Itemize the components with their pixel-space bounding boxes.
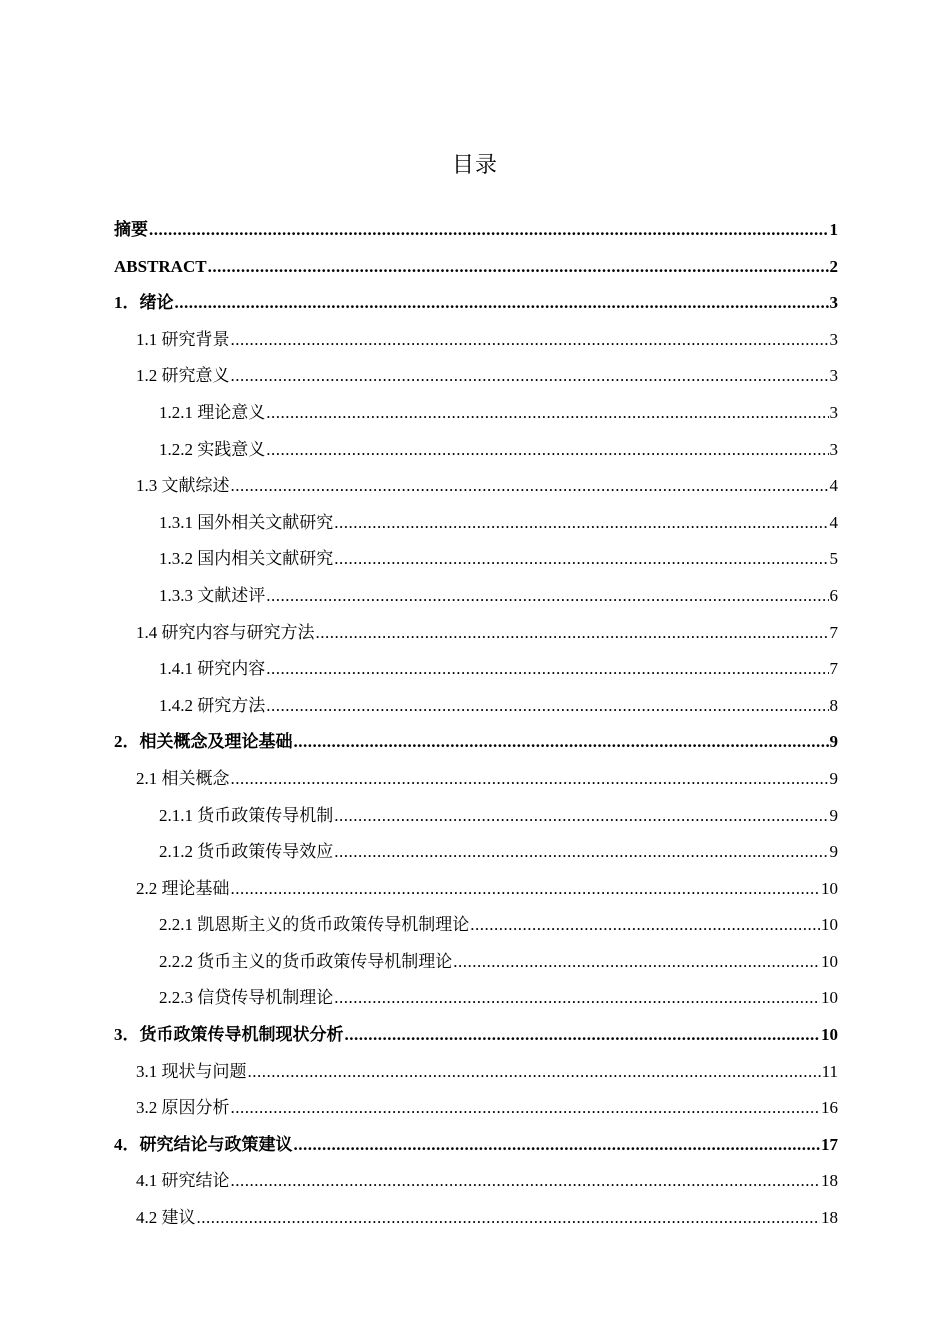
toc-entry[interactable]: [114, 505, 838, 542]
toc-entry[interactable]: [114, 834, 838, 871]
toc-entry-label: 3.2 原因分析: [136, 1098, 230, 1118]
toc-entry[interactable]: [114, 322, 838, 359]
toc-entry[interactable]: [114, 212, 838, 249]
page-title: 目录: [451, 152, 498, 177]
toc-entry-page-number: 9: [829, 732, 838, 752]
toc-entry-page-number: 10: [821, 915, 838, 935]
toc-entry-label: 1.3.3 文献述评: [159, 585, 266, 605]
toc-dot-leader: [334, 541, 828, 578]
toc-dot-leader: [316, 615, 829, 652]
toc-dot-leader: [231, 761, 829, 798]
toc-entry-page-number: 18: [821, 1208, 838, 1228]
toc-entry-page-number: 4: [829, 512, 838, 532]
toc-entry-page-number: 18: [821, 1171, 838, 1191]
toc-entry-label: 摘要: [114, 220, 148, 239]
toc-entry-label: 4．研究结论与政策建议: [114, 1134, 293, 1154]
toc-dot-leader: [231, 322, 829, 359]
toc-dot-leader: [197, 1200, 821, 1237]
toc-dot-leader: [294, 724, 829, 761]
toc-entry-page-number: 10: [821, 878, 838, 898]
toc-entry[interactable]: [114, 285, 838, 322]
toc-entry-label: 4.2 建议: [136, 1208, 196, 1228]
toc-dot-leader: [334, 980, 820, 1017]
toc-dot-leader: [266, 651, 828, 688]
toc-entry[interactable]: [114, 615, 838, 652]
toc-entry-page-number: 3: [829, 366, 838, 386]
toc-dot-leader: [231, 1090, 821, 1127]
toc-entry-label: ABSTRACT: [114, 256, 207, 276]
toc-entry-page-number: 9: [829, 768, 838, 788]
toc-entry-label: 1.2.2 实践意义: [159, 439, 266, 459]
toc-entry-page-number: 16: [821, 1098, 838, 1118]
toc-entry-label: 2.2.1 凯恩斯主义的货币政策传导机制理论: [159, 915, 470, 935]
toc-entry-page-number: 10: [821, 951, 838, 971]
toc-entry[interactable]: [114, 541, 838, 578]
toc-entry[interactable]: [114, 798, 838, 835]
toc-entry-label: 2.2.2 货币主义的货币政策传导机制理论: [159, 951, 453, 971]
toc-dot-leader: [470, 907, 820, 944]
toc-entry[interactable]: [114, 358, 838, 395]
toc-entry[interactable]: [114, 871, 838, 908]
toc-entry-page-number: 3: [829, 329, 838, 349]
toc-dot-leader: [266, 688, 828, 725]
toc-entry[interactable]: [114, 1127, 838, 1164]
toc-entry-label: 1．绪论: [114, 293, 174, 313]
toc-entry[interactable]: [114, 1200, 838, 1237]
toc-dot-leader: [345, 1017, 821, 1054]
toc-entry-page-number: 3: [829, 293, 838, 313]
toc-entry[interactable]: [114, 1017, 838, 1054]
toc-entry-label: 1.3.2 国内相关文献研究: [159, 549, 334, 569]
toc-dot-leader: [334, 505, 828, 542]
toc-entry-label: 1.4 研究内容与研究方法: [136, 622, 315, 642]
toc-dot-leader: [294, 1127, 821, 1164]
toc-entry[interactable]: [114, 468, 838, 505]
toc-entry-page-number: 2: [829, 256, 838, 276]
toc-dot-leader: [453, 944, 820, 981]
toc-entry[interactable]: [114, 761, 838, 798]
toc-entry[interactable]: [114, 432, 838, 469]
toc-entry-label: 1.3.1 国外相关文献研究: [159, 512, 334, 532]
toc-dot-leader: [231, 1163, 821, 1200]
toc-entry-page-number: 1: [829, 220, 838, 239]
toc-dot-leader: [208, 249, 829, 286]
toc-entry-page-number: 3: [829, 402, 838, 422]
toc-dot-leader: [248, 1054, 821, 1091]
toc-entry[interactable]: [114, 980, 838, 1017]
toc-entry-label: 2.1.1 货币政策传导机制: [159, 805, 334, 825]
toc-entry-label: 1.2 研究意义: [136, 366, 230, 386]
toc-entry-label: 4.1 研究结论: [136, 1171, 230, 1191]
toc-entry-page-number: 7: [829, 659, 838, 679]
toc-entry-page-number: 5: [829, 549, 838, 569]
toc-entry-page-number: 17: [821, 1134, 838, 1154]
toc-entry-page-number: 9: [829, 842, 838, 862]
toc-entry[interactable]: [114, 249, 838, 286]
toc-entry-label: 2.2.3 信贷传导机制理论: [159, 988, 334, 1008]
toc-entry-label: 3.1 现状与问题: [136, 1061, 247, 1081]
table-of-contents: [114, 212, 838, 1237]
toc-entry[interactable]: [114, 1163, 838, 1200]
toc-entry[interactable]: [114, 688, 838, 725]
toc-entry[interactable]: [114, 578, 838, 615]
toc-entry-page-number: 11: [821, 1061, 838, 1081]
toc-entry-label: 1.2.1 理论意义: [159, 402, 266, 422]
toc-entry-label: 1.4.1 研究内容: [159, 659, 266, 679]
toc-entry-page-number: 4: [829, 476, 838, 496]
toc-entry[interactable]: [114, 907, 838, 944]
toc-entry-label: 1.3 文献综述: [136, 476, 230, 496]
toc-entry-page-number: 8: [829, 695, 838, 715]
toc-entry-label: 2.2 理论基础: [136, 878, 230, 898]
toc-entry[interactable]: [114, 395, 838, 432]
toc-entry[interactable]: [114, 944, 838, 981]
toc-entry-label: 1.1 研究背景: [136, 329, 230, 349]
toc-entry[interactable]: [114, 724, 838, 761]
toc-dot-leader: [334, 834, 828, 871]
toc-entry-label: 2.1.2 货币政策传导效应: [159, 842, 334, 862]
toc-entry-page-number: 3: [829, 439, 838, 459]
toc-dot-leader: [231, 871, 821, 908]
toc-dot-leader: [266, 432, 828, 469]
toc-dot-leader: [334, 798, 828, 835]
toc-entry-label: 2.1 相关概念: [136, 768, 230, 788]
toc-entry-page-number: 7: [829, 622, 838, 642]
toc-entry[interactable]: [114, 651, 838, 688]
toc-dot-leader: [231, 358, 829, 395]
toc-entry-page-number: 10: [821, 1025, 838, 1045]
toc-dot-leader: [266, 395, 828, 432]
toc-entry-label: 1.4.2 研究方法: [159, 695, 266, 715]
toc-entry-label: 3．货币政策传导机制现状分析: [114, 1025, 344, 1045]
toc-dot-leader: [266, 578, 828, 615]
toc-dot-leader: [231, 468, 829, 505]
toc-dot-leader: [149, 212, 829, 249]
toc-entry-page-number: 9: [829, 805, 838, 825]
toc-entry[interactable]: [114, 1054, 838, 1091]
toc-entry-page-number: 6: [829, 585, 838, 605]
toc-entry-label: 2．相关概念及理论基础: [114, 732, 293, 752]
toc-entry-page-number: 10: [821, 988, 838, 1008]
toc-entry[interactable]: [114, 1090, 838, 1127]
toc-dot-leader: [175, 285, 829, 322]
